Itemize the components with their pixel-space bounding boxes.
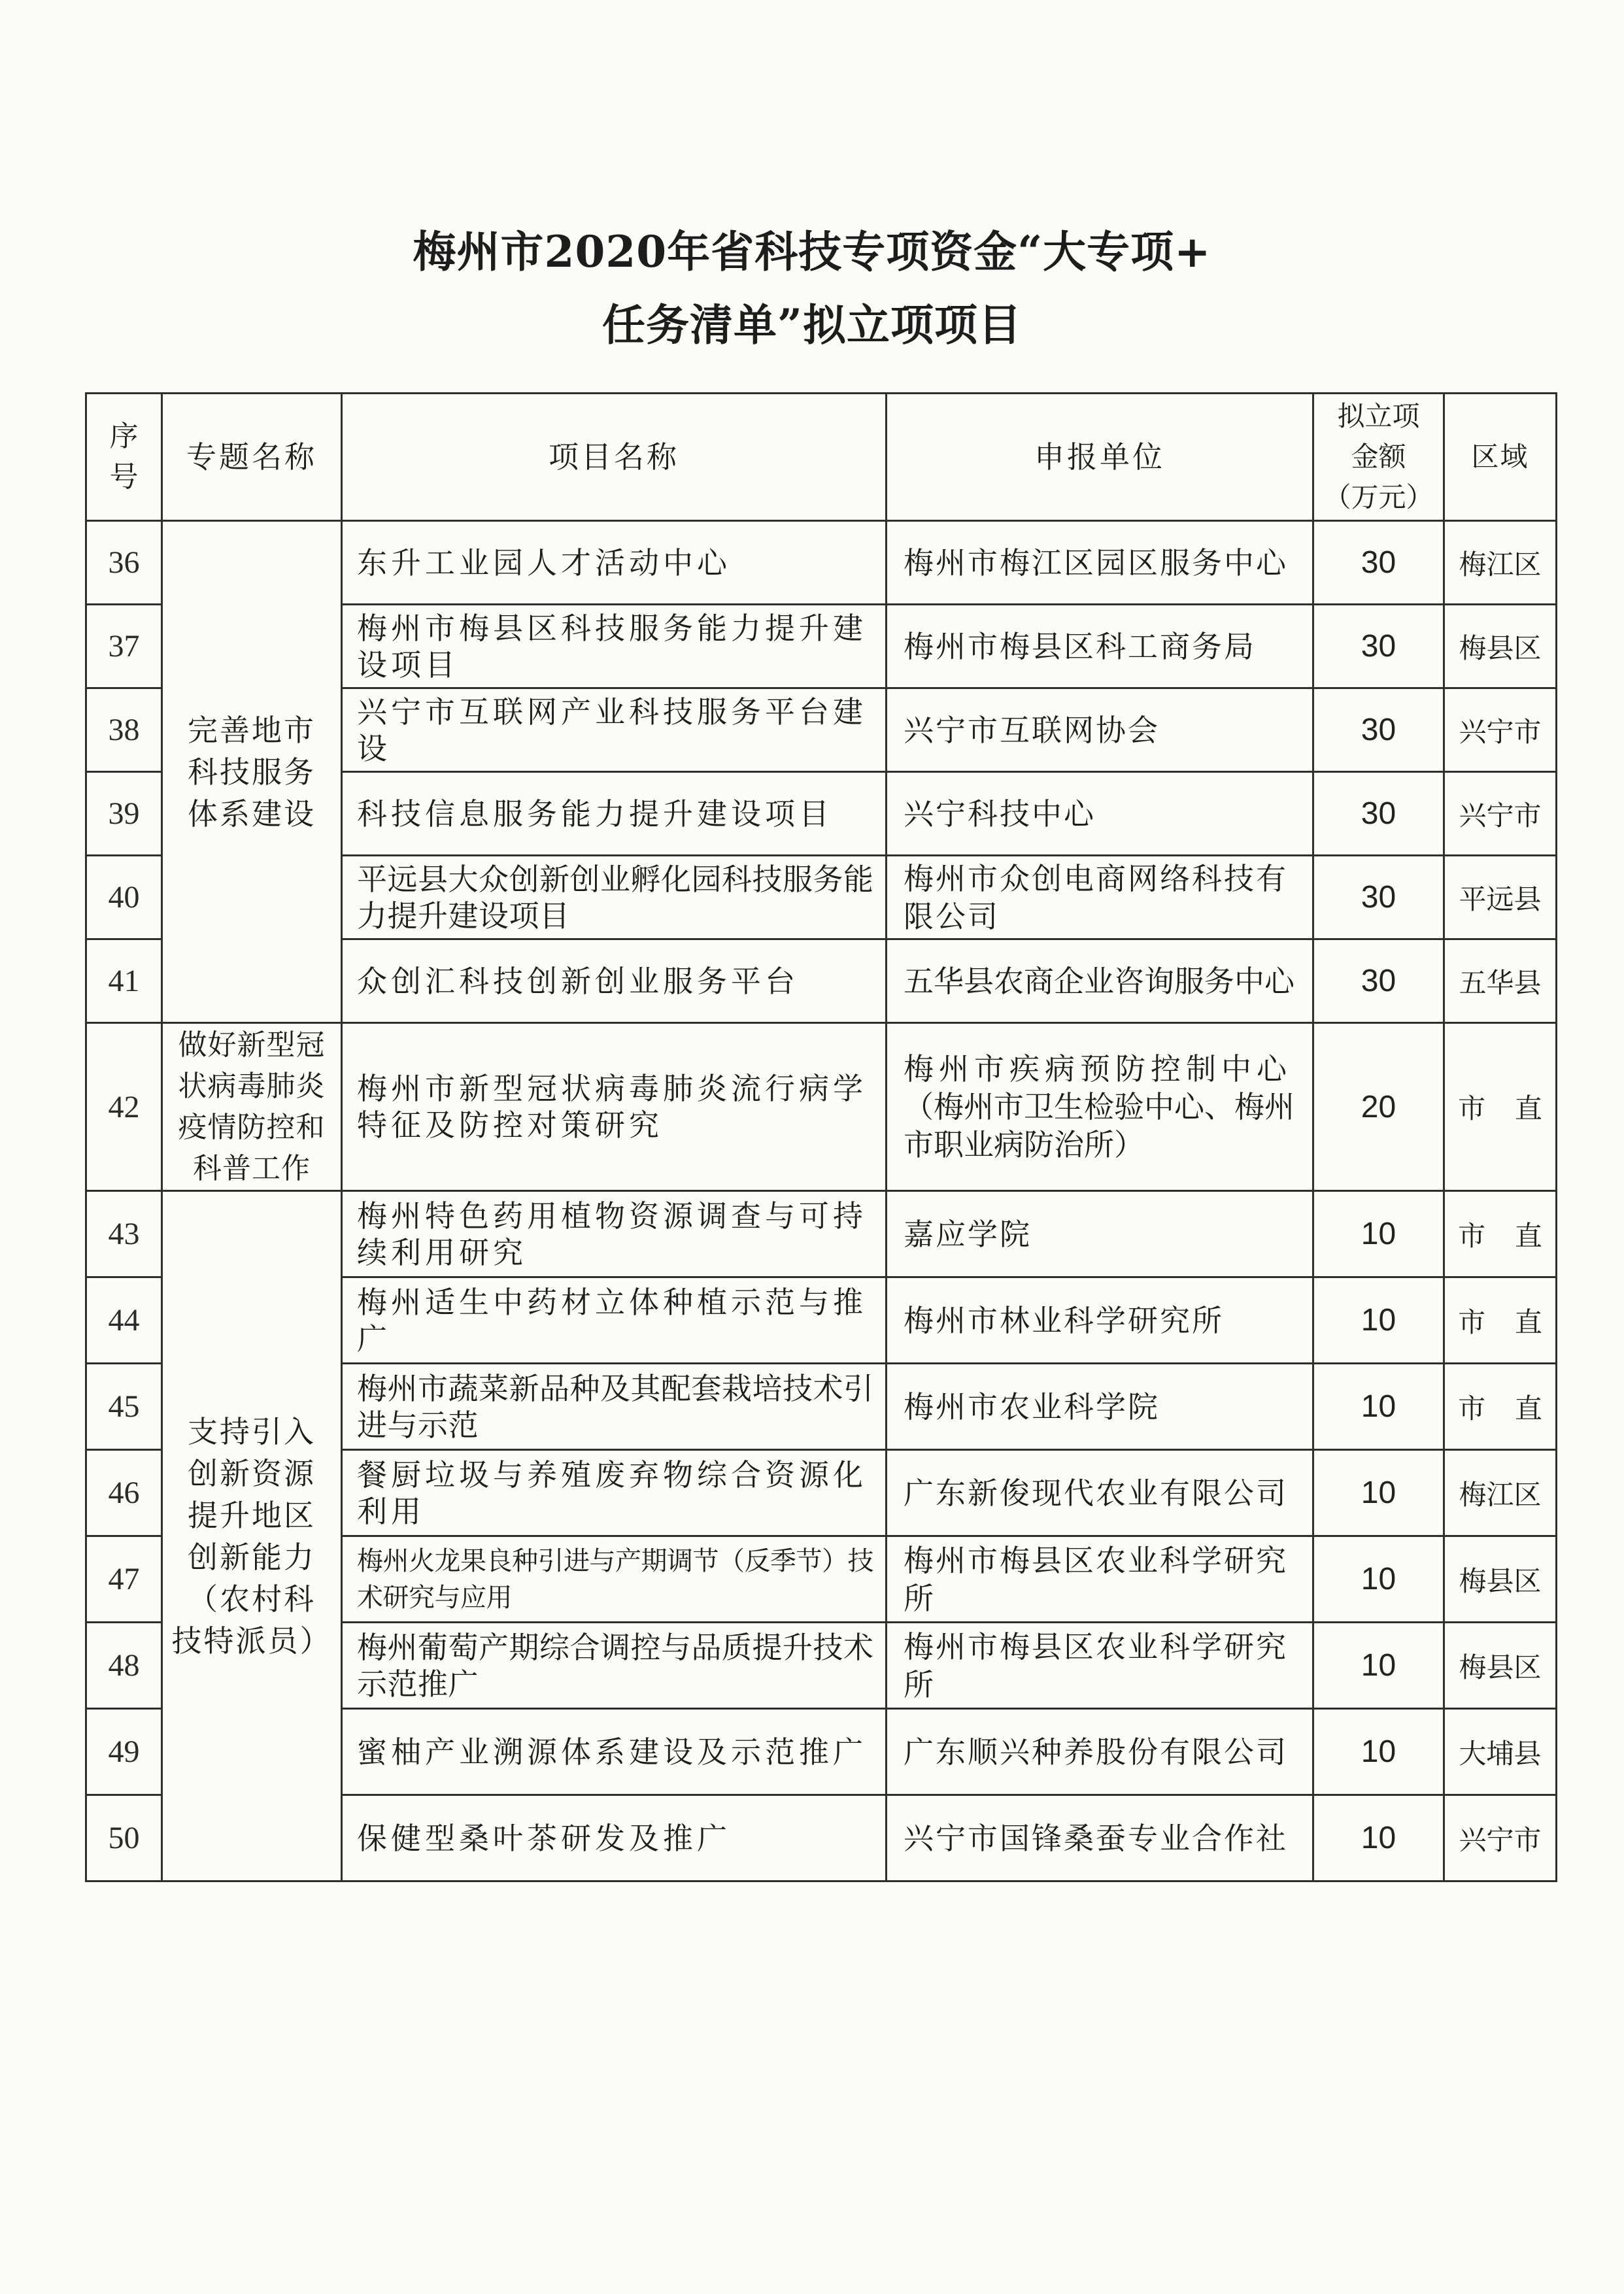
applicant-unit: 梅州市林业科学研究所 xyxy=(887,1277,1313,1364)
funding-amount: 10 xyxy=(1313,1536,1444,1623)
applicant-unit: 梅州市梅县区农业科学研究所 xyxy=(887,1536,1313,1623)
row-number: 38 xyxy=(86,688,162,772)
region: 市 直 xyxy=(1444,1277,1557,1364)
applicant-unit xyxy=(887,1023,1313,1191)
region: 梅县区 xyxy=(1444,1623,1557,1709)
applicant-unit-main: 梅州市疾病预防控制中心 xyxy=(904,1051,1292,1087)
table-row xyxy=(86,1191,1557,1277)
applicant-unit: 梅州市梅县区农业科学研究所 xyxy=(887,1623,1313,1709)
header-amount xyxy=(1313,394,1444,521)
topic-cell xyxy=(162,1023,342,1191)
header-region: 区域 xyxy=(1444,394,1557,521)
region: 五华县 xyxy=(1444,939,1557,1023)
topic-line: 科普工作 xyxy=(193,1152,311,1185)
funding-amount: 30 xyxy=(1313,772,1444,856)
row-number: 50 xyxy=(86,1795,162,1881)
region: 梅县区 xyxy=(1444,1536,1557,1623)
project-name: 餐厨垃圾与养殖废弃物综合资源化利用 xyxy=(342,1450,887,1536)
topic-line: 科技服务 xyxy=(188,754,316,790)
applicant-unit: 兴宁科技中心 xyxy=(887,772,1313,856)
row-number: 47 xyxy=(86,1536,162,1623)
region: 兴宁市 xyxy=(1444,688,1557,772)
region: 梅江区 xyxy=(1444,521,1557,605)
applicant-unit: 兴宁市互联网协会 xyxy=(887,688,1313,772)
row-number: 44 xyxy=(86,1277,162,1364)
topic-line: 创新资源 xyxy=(188,1455,316,1491)
applicant-unit: 兴宁市国锋桑蚕专业合作社 xyxy=(887,1795,1313,1881)
applicant-unit: 梅州市梅江区园区服务中心 xyxy=(887,521,1313,605)
page-title-line-2: 任务清单”拟立项项目 xyxy=(602,299,1022,350)
row-number: 48 xyxy=(86,1623,162,1709)
project-table xyxy=(85,392,1557,1882)
project-name: 东升工业园人才活动中心 xyxy=(342,521,887,605)
project-name: 平远县大众创新创业孵化园科技服务能力提升建设项目 xyxy=(342,856,887,939)
region: 兴宁市 xyxy=(1444,1795,1557,1881)
topic-line: 支持引入 xyxy=(188,1413,316,1449)
topic-line: 完善地市 xyxy=(188,712,316,748)
project-name: 梅州火龙果良种引进与产期调节（反季节）技术研究与应用 xyxy=(342,1536,887,1623)
row-number: 39 xyxy=(86,772,162,856)
region: 市 直 xyxy=(1444,1191,1557,1277)
topic-line: 状病毒肺炎 xyxy=(178,1070,326,1103)
header-topic: 专题名称 xyxy=(162,394,342,521)
project-name: 众创汇科技创新创业服务平台 xyxy=(342,939,887,1023)
applicant-unit: 梅州市农业科学院 xyxy=(887,1364,1313,1450)
project-name: 梅州市梅县区科技服务能力提升建设项目 xyxy=(342,605,887,688)
header-amount-line: 金额 xyxy=(1351,441,1406,473)
funding-amount: 30 xyxy=(1313,688,1444,772)
funding-amount: 30 xyxy=(1313,856,1444,939)
header-amount-line: 拟立项 xyxy=(1337,400,1420,432)
row-number: 46 xyxy=(86,1450,162,1536)
funding-amount: 10 xyxy=(1313,1191,1444,1277)
row-number: 42 xyxy=(86,1023,162,1191)
applicant-unit: 梅州市众创电商网络科技有限公司 xyxy=(887,856,1313,939)
region: 兴宁市 xyxy=(1444,772,1557,856)
page-title-line-1: 梅州市2020年省科技专项资金“大专项+ xyxy=(413,226,1211,277)
funding-amount: 10 xyxy=(1313,1623,1444,1709)
project-name: 梅州市新型冠状病毒肺炎流行病学特征及防控对策研究 xyxy=(342,1023,887,1191)
topic-line: 提升地区 xyxy=(188,1497,316,1533)
project-name: 梅州适生中药材立体种植示范与推广 xyxy=(342,1277,887,1364)
row-number: 43 xyxy=(86,1191,162,1277)
funding-amount: 10 xyxy=(1313,1450,1444,1536)
header-amount-line: （万元） xyxy=(1323,481,1434,513)
topic-line: 疫情防控和 xyxy=(178,1111,326,1144)
funding-amount: 30 xyxy=(1313,939,1444,1023)
funding-amount: 10 xyxy=(1313,1709,1444,1795)
applicant-unit: 梅州市梅县区科工商务局 xyxy=(887,605,1313,688)
funding-amount: 30 xyxy=(1313,605,1444,688)
applicant-unit: 广东顺兴种养股份有限公司 xyxy=(887,1709,1313,1795)
applicant-unit: 广东新俊现代农业有限公司 xyxy=(887,1450,1313,1536)
funding-amount: 10 xyxy=(1313,1277,1444,1364)
row-number: 41 xyxy=(86,939,162,1023)
funding-amount: 20 xyxy=(1313,1023,1444,1191)
topic-line: 体系建设 xyxy=(188,796,316,832)
row-number: 49 xyxy=(86,1709,162,1795)
project-name: 梅州特色药用植物资源调查与可持续利用研究 xyxy=(342,1191,887,1277)
region: 平远县 xyxy=(1444,856,1557,939)
project-name: 梅州市蔬菜新品种及其配套栽培技术引进与示范 xyxy=(342,1364,887,1450)
project-name: 蜜柚产业溯源体系建设及示范推广 xyxy=(342,1709,887,1795)
project-name: 保健型桑叶茶研发及推广 xyxy=(342,1795,887,1881)
applicant-unit-note: （梅州市卫生检验中心、梅州市职业病防治所） xyxy=(904,1089,1294,1162)
applicant-unit: 五华县农商企业咨询服务中心 xyxy=(887,939,1313,1023)
table-row xyxy=(86,521,1557,605)
topic-line: （农村科 xyxy=(188,1581,316,1617)
row-number: 36 xyxy=(86,521,162,605)
table-row xyxy=(86,1023,1557,1191)
region: 梅江区 xyxy=(1444,1450,1557,1536)
topic-line: 做好新型冠 xyxy=(178,1028,326,1062)
region: 市 直 xyxy=(1444,1364,1557,1450)
header-project: 项目名称 xyxy=(342,394,887,521)
topic-cell xyxy=(162,521,342,1023)
region: 梅县区 xyxy=(1444,605,1557,688)
project-name: 科技信息服务能力提升建设项目 xyxy=(342,772,887,856)
region: 市 直 xyxy=(1444,1023,1557,1191)
applicant-unit: 嘉应学院 xyxy=(887,1191,1313,1277)
funding-amount: 10 xyxy=(1313,1795,1444,1881)
project-name: 兴宁市互联网产业科技服务平台建设 xyxy=(342,688,887,772)
project-name: 梅州葡萄产期综合调控与品质提升技术示范推广 xyxy=(342,1623,887,1709)
header-seq xyxy=(86,394,162,521)
row-number: 40 xyxy=(86,856,162,939)
topic-cell xyxy=(162,1191,342,1881)
topic-line: 创新能力 xyxy=(188,1539,316,1575)
header-seq-label: 序号 xyxy=(109,420,139,494)
table-header-row xyxy=(86,394,1557,521)
topic-line: 技特派员） xyxy=(171,1623,332,1659)
header-unit: 申报单位 xyxy=(887,394,1313,521)
row-number: 45 xyxy=(86,1364,162,1450)
funding-amount: 30 xyxy=(1313,521,1444,605)
row-number: 37 xyxy=(86,605,162,688)
region: 大埔县 xyxy=(1444,1709,1557,1795)
funding-amount: 10 xyxy=(1313,1364,1444,1450)
